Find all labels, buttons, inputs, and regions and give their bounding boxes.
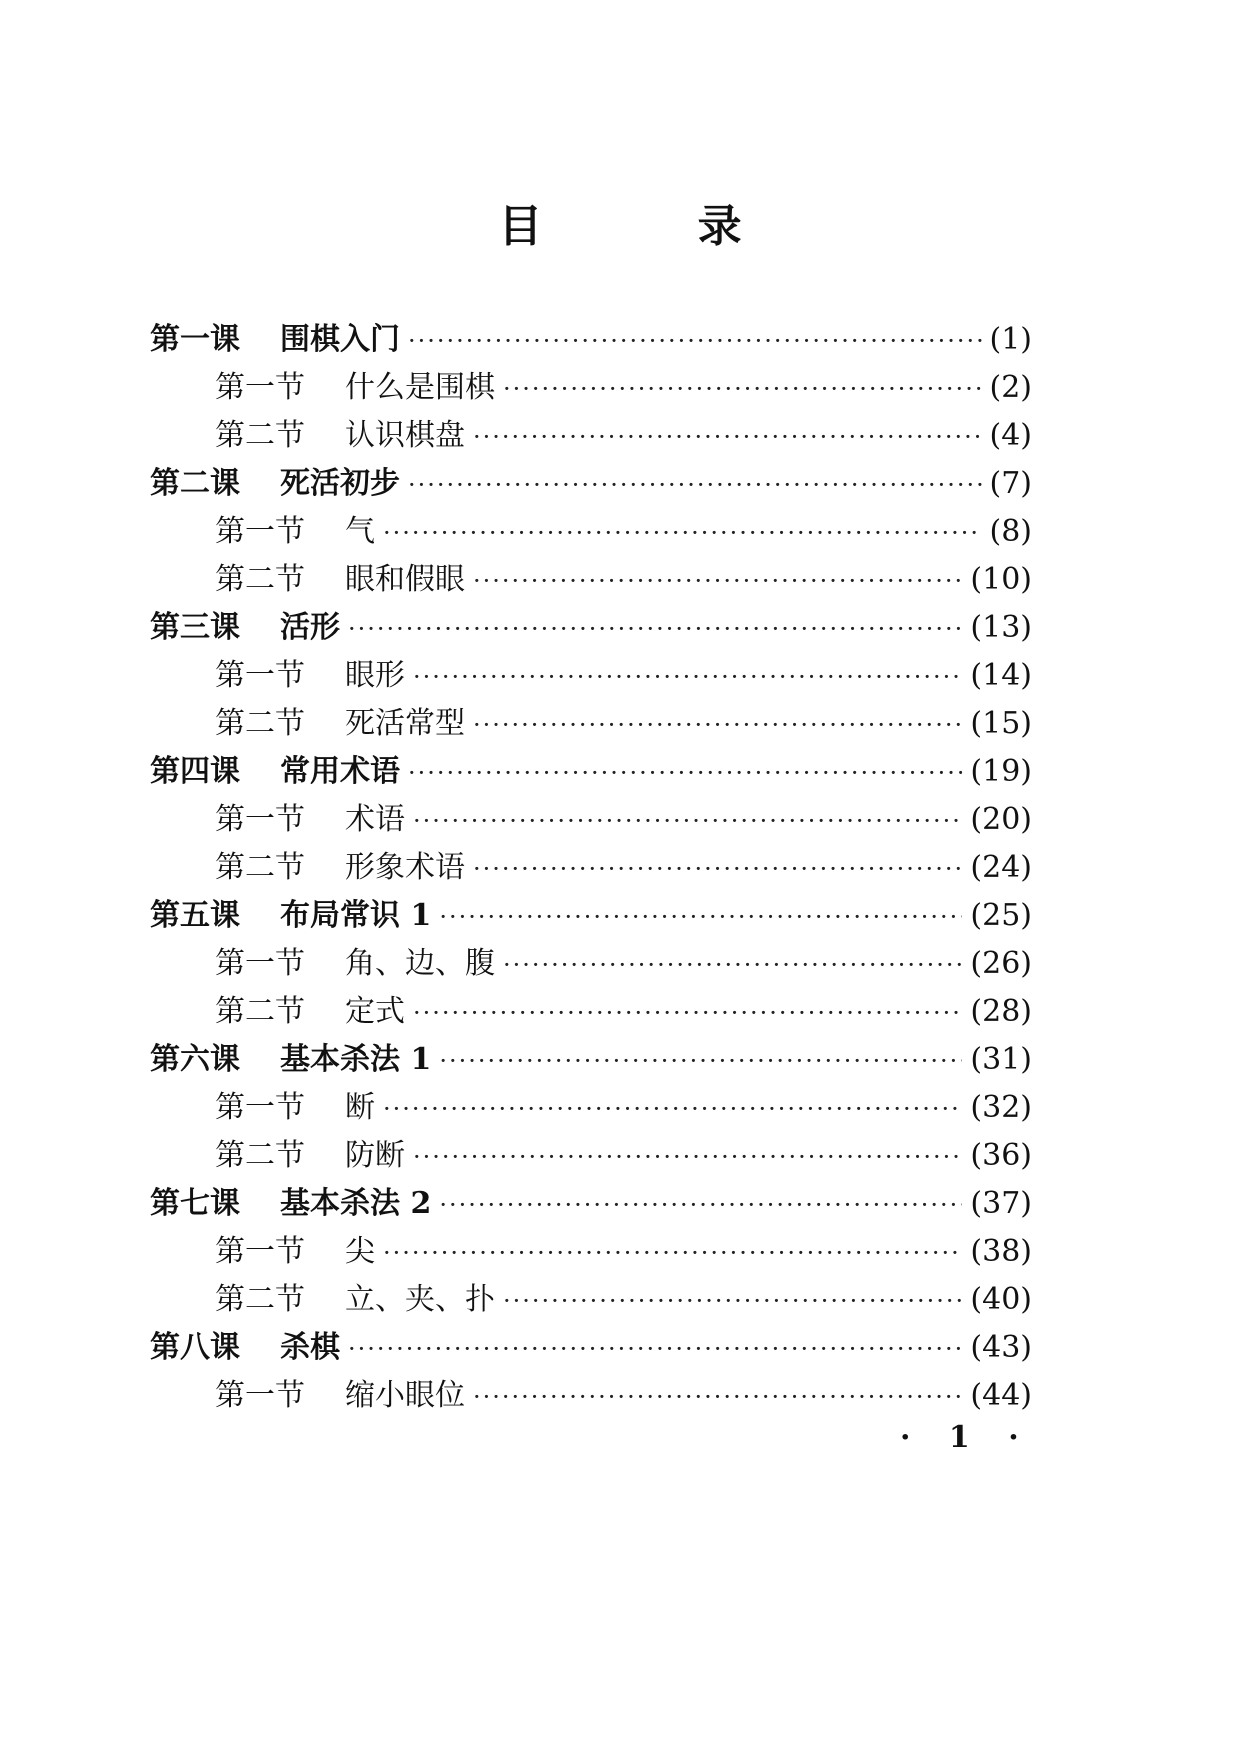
toc-entry-page: (25) [970, 898, 1032, 933]
toc-entry-label: 第二节 [215, 1282, 305, 1317]
toc-entry [150, 748, 1032, 796]
toc-entry [150, 460, 1032, 508]
toc-entry-heading: 杀棋 [280, 1330, 340, 1365]
toc-entry-label: 第八课 [150, 1330, 240, 1365]
toc-entry [150, 1276, 1032, 1324]
toc-entry-page: (28) [970, 994, 1032, 1029]
dot-leader [413, 797, 962, 845]
dot-leader [383, 1229, 962, 1277]
toc-entry-page: (38) [970, 1234, 1032, 1269]
dot-leader [473, 701, 962, 749]
toc-entry-page: (19) [970, 754, 1032, 789]
page-title: 目 录 [498, 201, 812, 252]
toc-entry-page: (43) [970, 1330, 1032, 1365]
toc-entry-label: 第一节 [215, 946, 305, 981]
toc-entry-label: 第二节 [215, 418, 305, 453]
toc-entry [150, 1324, 1032, 1372]
dot-leader [503, 941, 962, 989]
toc-entry [150, 940, 1032, 988]
toc-entry-label: 第二节 [215, 1138, 305, 1173]
toc-entry-heading: 认识棋盘 [345, 418, 465, 453]
dot-leader [383, 509, 982, 557]
toc-entry-label: 第一节 [215, 370, 305, 405]
dot-leader [413, 989, 962, 1037]
toc-entry [150, 1036, 1032, 1084]
dot-leader [383, 1085, 962, 1133]
toc-entry-heading: 活形 [280, 610, 340, 645]
dot-leader [408, 461, 982, 509]
toc-entry-heading: 布局常识 1 [280, 898, 432, 933]
dot-leader [439, 1037, 962, 1085]
toc-entry-label: 第一节 [215, 802, 305, 837]
toc-entry-page: (24) [970, 850, 1032, 885]
toc-entry-label: 第二节 [215, 850, 305, 885]
toc-entry-label: 第二节 [215, 706, 305, 741]
toc-entry-label: 第四课 [150, 754, 240, 789]
toc-entry-page: (8) [989, 514, 1032, 549]
toc-entry-heading: 眼形 [345, 658, 405, 693]
toc-entry [150, 844, 1032, 892]
dot-leader [348, 1325, 962, 1373]
dot-leader [413, 1133, 962, 1181]
toc-entry-heading: 死活初步 [280, 466, 400, 501]
toc-entry-label: 第一节 [215, 658, 305, 693]
toc-entry-label: 第一节 [215, 1234, 305, 1269]
toc-entry-heading: 形象术语 [345, 850, 465, 885]
toc-entry [150, 988, 1032, 1036]
toc-entry-heading: 基本杀法 2 [280, 1186, 432, 1221]
toc-entry [150, 316, 1032, 364]
toc-entry-page: (26) [970, 946, 1032, 981]
dot-leader [473, 413, 982, 461]
toc-entry-page: (14) [970, 658, 1032, 693]
dot-leader [439, 1181, 962, 1229]
toc-entry-heading: 立、夹、扑 [345, 1282, 495, 1317]
dot-leader [503, 1277, 962, 1325]
toc-entry [150, 700, 1032, 748]
toc-entry [150, 556, 1032, 604]
dot-leader [473, 845, 962, 893]
toc-entry-heading: 气 [345, 514, 375, 549]
toc-entry-label: 第一节 [215, 514, 305, 549]
toc-entry-heading: 常用术语 [280, 754, 400, 789]
toc-entry-label: 第五课 [150, 898, 240, 933]
toc-entry-page: (1) [989, 322, 1032, 357]
toc-entry [150, 508, 1032, 556]
toc-entry-page: (7) [989, 466, 1032, 501]
toc-entry-page: (44) [970, 1378, 1032, 1413]
toc-entry [150, 412, 1032, 460]
toc-entry [150, 364, 1032, 412]
toc-entry-page: (15) [970, 706, 1032, 741]
toc-entry-label: 第一节 [215, 1378, 305, 1413]
toc-entry-page: (37) [970, 1186, 1032, 1221]
dot-leader [503, 365, 982, 413]
toc-entry-heading: 死活常型 [345, 706, 465, 741]
toc-entry [150, 1372, 1032, 1420]
toc-entry-label: 第六课 [150, 1042, 240, 1077]
toc-entry-page: (32) [970, 1090, 1032, 1125]
dot-leader [408, 749, 962, 797]
toc-entry [150, 1084, 1032, 1132]
dot-leader [348, 605, 962, 653]
toc-entry-heading: 断 [345, 1090, 375, 1125]
toc-entry-label: 第一节 [215, 1090, 305, 1125]
dot-leader [473, 1373, 962, 1421]
toc-entry-label: 第二课 [150, 466, 240, 501]
toc-entry [150, 652, 1032, 700]
toc-entry [150, 892, 1032, 940]
toc-entry-page: (36) [970, 1138, 1032, 1173]
toc-entry-page: (40) [970, 1282, 1032, 1317]
toc-entry-heading: 防断 [345, 1138, 405, 1173]
toc-entry-page: (20) [970, 802, 1032, 837]
toc-entry-label: 第三课 [150, 610, 240, 645]
toc-entry-heading: 缩小眼位 [345, 1378, 465, 1413]
toc-entry-heading: 定式 [345, 994, 405, 1029]
toc-entry-heading: 什么是围棋 [345, 370, 495, 405]
toc-entry [150, 1228, 1032, 1276]
toc-entry-page: (2) [989, 370, 1032, 405]
toc-entry-label: 第二节 [215, 994, 305, 1029]
toc-entry-heading: 术语 [345, 802, 405, 837]
toc-entry-label: 第七课 [150, 1186, 240, 1221]
toc-entry-page: (4) [989, 418, 1032, 453]
toc-entry-page: (31) [970, 1042, 1032, 1077]
toc-entry-label: 第二节 [215, 562, 305, 597]
toc-entry [150, 796, 1032, 844]
toc-entry [150, 1132, 1032, 1180]
toc-entry-heading: 尖 [345, 1234, 375, 1269]
toc-entry-label: 第一课 [150, 322, 240, 357]
toc-entry [150, 1180, 1032, 1228]
table-of-contents [150, 316, 1032, 1420]
dot-leader [413, 653, 962, 701]
toc-entry-heading: 角、边、腹 [345, 946, 495, 981]
toc-entry-heading: 围棋入门 [280, 322, 400, 357]
toc-entry-page: (13) [970, 610, 1032, 645]
toc-entry [150, 604, 1032, 652]
dot-leader [439, 893, 962, 941]
toc-entry-heading: 基本杀法 1 [280, 1042, 432, 1077]
page-number: · 1 · [900, 1420, 1033, 1455]
toc-entry-page: (10) [970, 562, 1032, 597]
toc-entry-heading: 眼和假眼 [345, 562, 465, 597]
dot-leader [408, 317, 982, 365]
dot-leader [473, 557, 962, 605]
